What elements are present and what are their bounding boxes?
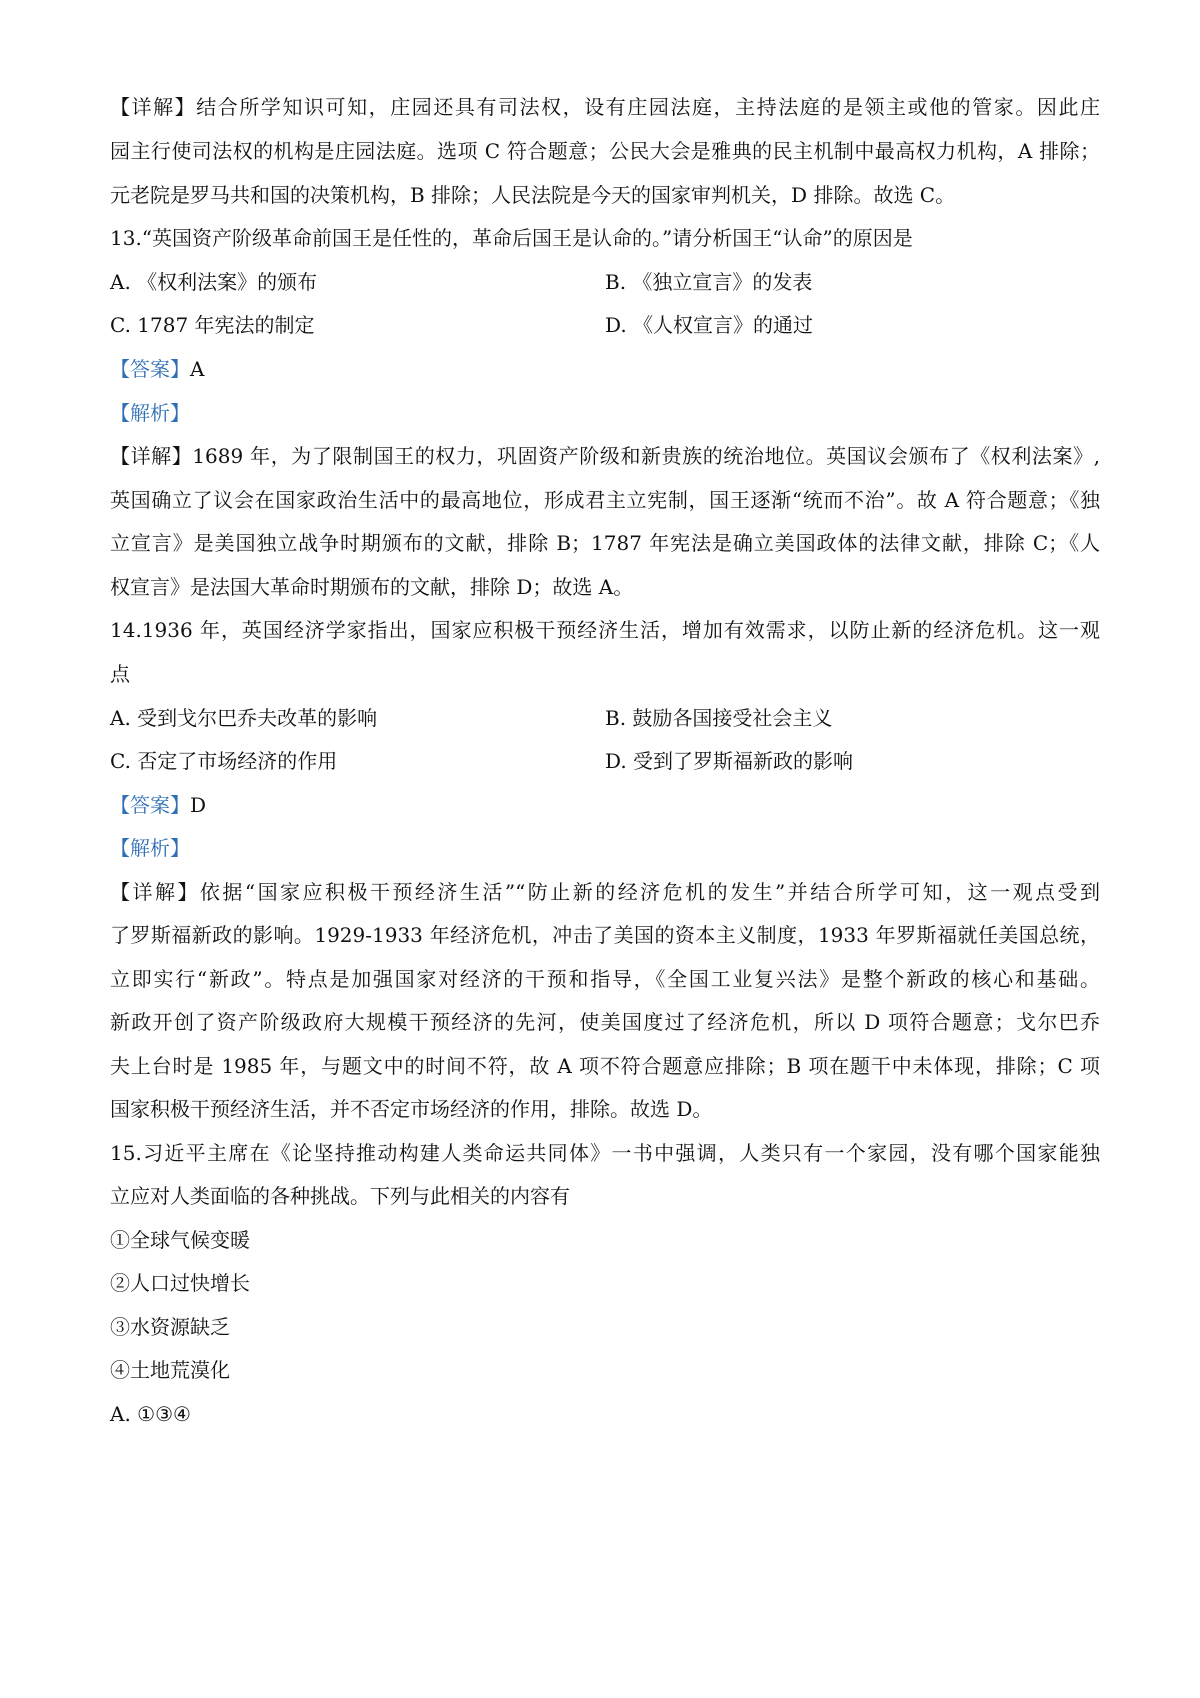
q12-detail-line-2: 园主行使司法权的机构是庄园法庭。选项 C 符合题意；公民大会是雅典的民主机制中最高权力机构，A 排除；: [110, 139, 1100, 163]
q14-detail-line-6: 国家积极干预经济生活，并不否定市场经济的作用，排除。故选 D。: [110, 1097, 713, 1121]
q13-answer: [110, 354, 1100, 384]
q15-item-1: ①全球气候变暖: [110, 1228, 250, 1252]
q14-detail-line-3: 立即实行“新政”。特点是加强国家对经济的干预和指导，《全国工业复兴法》是整个新政的核心和基础。: [110, 967, 1100, 991]
q13-analysis-tag: [110, 398, 1100, 428]
q15-item-2: ②人口过快增长: [110, 1271, 250, 1295]
q12-detail-line-1: 【详解】结合所学知识可知，庄园还具有司法权，设有庄园法庭，主持法庭的是领主或他的管家。因此庄: [110, 95, 1100, 119]
analysis-tag: 【解析】: [110, 401, 190, 425]
q15-stem-line-1: 15.习近平主席在《论坚持推动构建人类命运共同体》一书中强调，人类只有一个家园，没有哪个国家能独: [110, 1141, 1100, 1165]
q14-stem-line-1: 14.1936 年，英国经济学家指出，国家应积极干预经济生活，增加有效需求，以防止新的经济危机。这一观: [110, 618, 1100, 642]
q14-option-a: A. 受到戈尔巴乔夫改革的影响: [110, 706, 378, 730]
analysis-tag: 【解析】: [110, 836, 190, 860]
q13-stem: 13.“英国资产阶级革命前国王是任性的，革命后国王是认命的。”请分析国王“认命”的原因是: [110, 226, 913, 250]
q15-item-4: ④土地荒漠化: [110, 1358, 230, 1382]
q15-item-3: ③水资源缺乏: [110, 1315, 230, 1339]
q14-answer: [110, 790, 1100, 820]
q13-detail-line-4: 权宣言》是法国大革命时期颁布的文献，排除 D；故选 A。: [110, 575, 634, 599]
answer-tag: 【答案】: [110, 793, 190, 817]
q14-stem-line-2: 点: [110, 662, 130, 686]
q14-option-c: C. 否定了市场经济的作用: [110, 749, 338, 773]
q14-option-d: D. 受到了罗斯福新政的影响: [605, 749, 854, 773]
q14-option-b: B. 鼓励各国接受社会主义: [605, 706, 833, 730]
answer-tag: 【答案】: [110, 357, 190, 381]
q14-detail-line-5: 夫上台时是 1985 年，与题文中的时间不符，故 A 项不符合题意应排除；B 项在题干中未体现，排除；C 项: [110, 1054, 1100, 1078]
q14-detail-line-1: 【详解】依据“国家应积极干预经济生活”“防止新的经济危机的发生”并结合所学可知，这一观点受到: [110, 880, 1100, 904]
q13-option-a: A. 《权利法案》的颁布: [110, 270, 318, 294]
q13-detail-line-3: 立宣言》是美国独立战争时期颁布的文献，排除 B；1787 年宪法是确立美国政体的法律文献，排除 C；《人: [110, 531, 1100, 555]
q14-detail-line-2: 了罗斯福新政的影响。1929-1933 年经济危机，冲击了美国的资本主义制度，1933 年罗斯福就任美国总统，: [110, 923, 1100, 947]
q14-detail-line-4: 新政开创了资产阶级政府大规模干预经济的先河，使美国度过了经济危机，所以 D 项符合题意；戈尔巴乔: [110, 1010, 1100, 1034]
q13-detail-line-1: 【详解】1689 年，为了限制国王的权力，巩固资产阶级和新贵族的统治地位。英国议会颁布了《权利法案》,: [110, 444, 1100, 468]
q14-analysis-tag: [110, 833, 1100, 863]
q12-detail-line-3: 元老院是罗马共和国的决策机构，B 排除；人民法院是今天的国家审判机关，D 排除。故选 C。: [110, 183, 956, 207]
q13-option-d: D. 《人权宣言》的通过: [605, 313, 814, 337]
q13-option-b: B. 《独立宣言》的发表: [605, 270, 813, 294]
q15-stem-line-2: 立应对人类面临的各种挑战。下列与此相关的内容有: [110, 1184, 570, 1208]
q13-detail-line-2: 英国确立了议会在国家政治生活中的最高地位，形成君主立宪制，国王逐渐“统而不治”。故 A 符合题意；《独: [110, 488, 1100, 512]
q15-option-a: A. ①③④: [110, 1402, 191, 1426]
answer-value: D: [190, 793, 207, 817]
q13-option-c: C. 1787 年宪法的制定: [110, 313, 315, 337]
answer-value: A: [190, 357, 205, 381]
